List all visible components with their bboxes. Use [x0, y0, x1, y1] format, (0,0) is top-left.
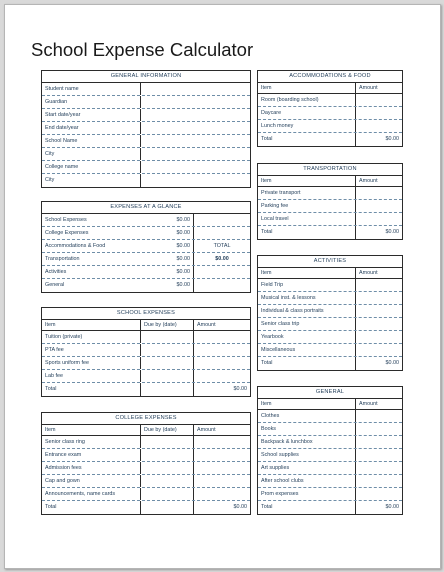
item-label: Announcements, name cards — [45, 491, 116, 497]
field-label: School Name — [45, 138, 78, 144]
due-date-input[interactable] — [140, 436, 193, 448]
field-value-input[interactable] — [140, 122, 250, 134]
item-label: Individual & class portraits — [261, 308, 324, 314]
total-row — [258, 133, 402, 146]
section-header: GENERAL — [258, 387, 402, 399]
table-row — [258, 94, 402, 107]
expenses-at-a-glance-table — [41, 201, 251, 293]
section-header: SCHOOL EXPENSES — [42, 308, 250, 320]
amount-input[interactable] — [355, 292, 402, 304]
glance-label: College Expenses — [45, 230, 89, 236]
item-label: Backpack & lunchbox — [261, 439, 313, 445]
col-item: Item — [261, 85, 272, 91]
amount-input[interactable] — [193, 475, 250, 487]
table-row — [42, 449, 250, 462]
glance-label: Activities — [45, 269, 67, 275]
glance-row — [42, 266, 250, 279]
glance-side-cell — [193, 214, 250, 226]
glance-value: $0.00 — [176, 243, 190, 249]
general-information-table — [41, 70, 251, 188]
section-header: ACCOMMODATIONS & FOOD — [258, 71, 402, 83]
table-row — [258, 187, 402, 200]
table-row — [258, 107, 402, 120]
total-label: Total — [261, 136, 273, 142]
col-item: Item — [261, 270, 272, 276]
field-value-input[interactable] — [140, 161, 250, 173]
glance-side-cell — [193, 279, 250, 292]
item-label: Cap and gown — [45, 478, 80, 484]
table-row — [42, 370, 250, 383]
amount-input[interactable] — [355, 488, 402, 500]
item-label: School supplies — [261, 452, 299, 458]
total-label: Total — [261, 229, 273, 235]
table-row — [258, 292, 402, 305]
item-label: Entrance exam — [45, 452, 82, 458]
total-row — [258, 501, 402, 514]
table-row — [42, 475, 250, 488]
glance-value: $0.00 — [176, 230, 190, 236]
amount-input[interactable] — [193, 344, 250, 356]
amount-input[interactable] — [193, 449, 250, 461]
due-date-input[interactable] — [140, 344, 193, 356]
item-label: Miscellaneous — [261, 347, 296, 353]
accommodations-food-table — [257, 70, 403, 147]
item-label: Yearbook — [261, 334, 284, 340]
col-item: Item — [261, 178, 272, 184]
amount-input[interactable] — [355, 462, 402, 474]
item-label: Lab fee — [45, 373, 63, 379]
col-item: Item — [45, 427, 56, 433]
amount-input[interactable] — [355, 331, 402, 343]
total-value: $0.00 — [193, 383, 250, 396]
total-label: Total — [45, 386, 57, 392]
item-label: PTA fee — [45, 347, 64, 353]
item-label: Room (boarding school) — [261, 97, 319, 103]
amount-input[interactable] — [193, 331, 250, 343]
section-header: COLLEGE EXPENSES — [42, 413, 250, 425]
total-spacer — [140, 501, 193, 514]
total-value: $0.00 — [193, 501, 250, 514]
glance-row — [42, 214, 250, 227]
column-header-row — [42, 320, 250, 331]
glance-total-label: TOTAL — [193, 240, 250, 252]
table-row — [258, 344, 402, 357]
glance-label: Accommodations & Food — [45, 243, 106, 249]
total-value: $0.00 — [355, 501, 402, 514]
column-header-row — [258, 268, 402, 279]
item-label: Daycare — [261, 110, 282, 116]
amount-input[interactable] — [355, 449, 402, 461]
col-amount: Amount — [355, 83, 402, 93]
column-header-row — [258, 83, 402, 94]
glance-row — [42, 240, 250, 253]
amount-input[interactable] — [193, 357, 250, 369]
page-title: School Expense Calculator — [31, 39, 254, 60]
col-due: Due by (date) — [140, 320, 193, 330]
due-date-input[interactable] — [140, 488, 193, 500]
column-header-row — [258, 399, 402, 410]
glance-label: School Expenses — [45, 217, 87, 223]
field-row — [42, 174, 250, 187]
glance-side-cell — [193, 227, 250, 239]
item-label: Tuition (private) — [45, 334, 83, 340]
field-label: Start date/year — [45, 112, 81, 118]
table-row — [258, 410, 402, 423]
glance-row — [42, 279, 250, 292]
col-amount: Amount — [355, 176, 402, 186]
col-amount: Amount — [355, 268, 402, 278]
amount-input[interactable] — [355, 279, 402, 291]
field-value-input[interactable] — [140, 109, 250, 121]
field-label: City — [45, 177, 55, 183]
field-row — [42, 148, 250, 161]
field-label: College name — [45, 164, 79, 170]
glance-row — [42, 227, 250, 240]
total-row — [42, 383, 250, 396]
col-amount: Amount — [355, 399, 402, 409]
due-date-input[interactable] — [140, 449, 193, 461]
amount-input[interactable] — [355, 475, 402, 487]
amount-input[interactable] — [355, 107, 402, 119]
activities-table — [257, 255, 403, 371]
due-date-input[interactable] — [140, 357, 193, 369]
item-label: Art supplies — [261, 465, 290, 471]
amount-input[interactable] — [355, 318, 402, 330]
total-value: $0.00 — [355, 133, 402, 146]
col-due: Due by (date) — [140, 425, 193, 435]
field-value-input[interactable] — [140, 174, 250, 187]
field-value-input[interactable] — [140, 96, 250, 108]
item-label: Private transport — [261, 190, 301, 196]
total-row — [258, 226, 402, 239]
amount-input[interactable] — [355, 187, 402, 199]
item-label: Admission fees — [45, 465, 82, 471]
section-header: GENERAL INFORMATION — [42, 71, 250, 83]
table-row — [42, 488, 250, 501]
amount-input[interactable] — [193, 370, 250, 382]
item-label: Musical inst. & lessons — [261, 295, 316, 301]
glance-value: $0.00 — [176, 269, 190, 275]
table-row — [258, 305, 402, 318]
item-label: Lunch money — [261, 123, 294, 129]
total-value: $0.00 — [355, 226, 402, 239]
transportation-table — [257, 163, 403, 240]
amount-input[interactable] — [355, 94, 402, 106]
item-label: Parking fee — [261, 203, 289, 209]
glance-value: $0.00 — [176, 217, 190, 223]
section-header: ACTIVITIES — [258, 256, 402, 268]
section-header: TRANSPORTATION — [258, 164, 402, 176]
table-row — [258, 213, 402, 226]
item-label: Books — [261, 426, 276, 432]
total-label: Total — [261, 504, 273, 510]
table-row — [258, 200, 402, 213]
col-item: Item — [261, 401, 272, 407]
glance-value: $0.00 — [176, 256, 190, 262]
column-header-row — [258, 176, 402, 187]
amount-input[interactable] — [355, 200, 402, 212]
item-label: Sports uniform fee — [45, 360, 90, 366]
item-label: Senior class ring — [45, 439, 85, 445]
item-label: Field Trip — [261, 282, 284, 288]
field-row — [42, 96, 250, 109]
field-row — [42, 122, 250, 135]
glance-label: Transportation — [45, 256, 80, 262]
field-row — [42, 83, 250, 96]
field-label: Guardian — [45, 99, 68, 105]
amount-input[interactable] — [355, 436, 402, 448]
table-row — [258, 488, 402, 501]
table-row — [258, 475, 402, 488]
glance-label: General — [45, 282, 65, 288]
amount-input[interactable] — [355, 344, 402, 356]
field-label: City — [45, 151, 55, 157]
amount-input[interactable] — [355, 423, 402, 435]
field-label: Student name — [45, 86, 79, 92]
table-row — [42, 331, 250, 344]
field-row — [42, 161, 250, 174]
item-label: After school clubs — [261, 478, 304, 484]
table-row — [42, 357, 250, 370]
table-row — [258, 436, 402, 449]
table-row — [258, 120, 402, 133]
amount-input[interactable] — [193, 436, 250, 448]
general-table — [257, 386, 403, 515]
due-date-input[interactable] — [140, 462, 193, 474]
general-info-rows — [42, 83, 250, 187]
due-date-input[interactable] — [140, 331, 193, 343]
field-row — [42, 135, 250, 148]
total-spacer — [140, 383, 193, 396]
table-row — [258, 462, 402, 475]
col-item: Item — [45, 322, 56, 328]
field-value-input[interactable] — [140, 135, 250, 147]
section-header: EXPENSES AT A GLANCE — [42, 202, 250, 214]
glance-total-value: $0.00 — [193, 253, 250, 265]
glance-row — [42, 253, 250, 266]
total-row — [42, 501, 250, 514]
table-row — [258, 423, 402, 436]
column-header-row — [42, 425, 250, 436]
table-row — [42, 344, 250, 357]
table-row — [258, 318, 402, 331]
amount-input[interactable] — [193, 488, 250, 500]
field-value-input[interactable] — [140, 83, 250, 95]
table-row — [42, 462, 250, 475]
item-label: Prom expenses — [261, 491, 299, 497]
amount-input[interactable] — [355, 305, 402, 317]
item-label: Clothes — [261, 413, 280, 419]
table-row — [258, 279, 402, 292]
col-amount: Amount — [193, 320, 250, 330]
due-date-input[interactable] — [140, 370, 193, 382]
college-expenses-table — [41, 412, 251, 515]
amount-input[interactable] — [355, 410, 402, 422]
total-value: $0.00 — [355, 357, 402, 370]
total-row — [258, 357, 402, 370]
field-value-input[interactable] — [140, 148, 250, 160]
item-label: Senior class trip — [261, 321, 300, 327]
school-expenses-table — [41, 307, 251, 397]
amount-input[interactable] — [193, 462, 250, 474]
table-row — [258, 331, 402, 344]
amount-input[interactable] — [355, 120, 402, 132]
table-row — [258, 449, 402, 462]
field-row — [42, 109, 250, 122]
glance-value: $0.00 — [176, 282, 190, 288]
amount-input[interactable] — [355, 213, 402, 225]
due-date-input[interactable] — [140, 475, 193, 487]
table-row — [42, 436, 250, 449]
total-label: Total — [45, 504, 57, 510]
total-label: Total — [261, 360, 273, 366]
item-label: Local travel — [261, 216, 289, 222]
field-label: End date/year — [45, 125, 79, 131]
glance-side-cell — [193, 266, 250, 278]
col-amount: Amount — [193, 425, 250, 435]
